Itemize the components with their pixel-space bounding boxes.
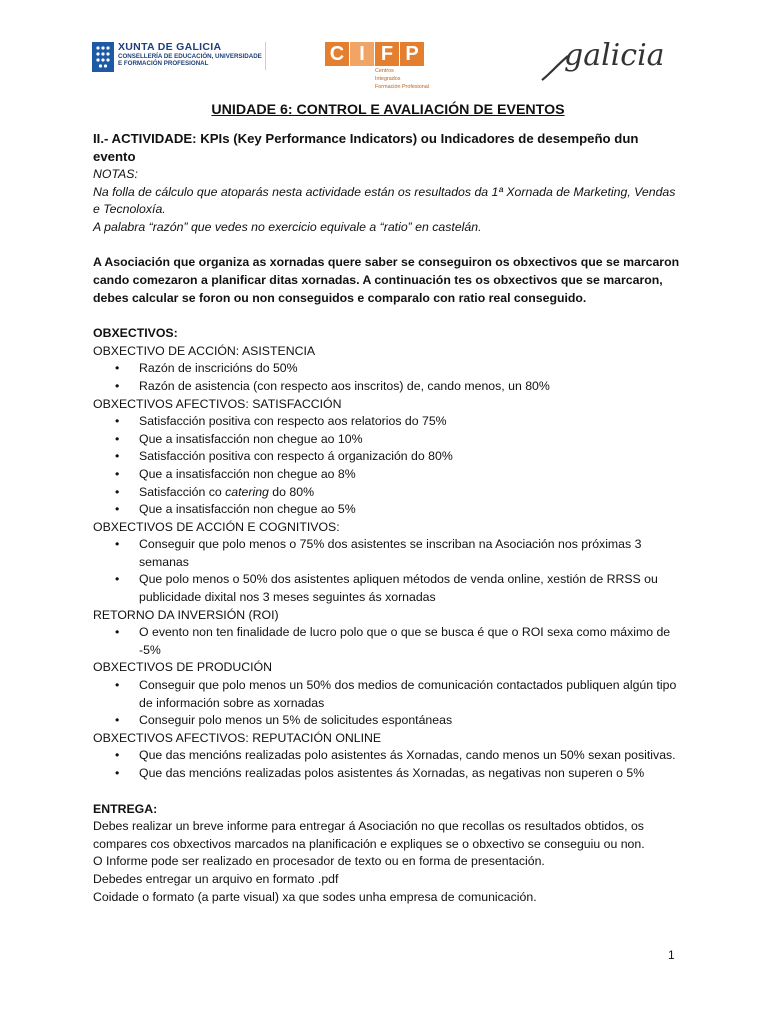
cifp-letter: I: [350, 42, 374, 66]
list-item: [115, 431, 683, 449]
cifp-letter: P: [400, 42, 424, 66]
notes-line: Na folla de cálculo que atoparás nesta actividade están os resultados da 1ª Xornada de Marketing, Vendas e Tecnoloxía.: [93, 184, 676, 217]
objectives-label: OBXECTIVOS:: [93, 326, 178, 341]
cifp-subtitle-1: Centros: [375, 68, 394, 74]
list-item: [115, 765, 683, 783]
objective-category: OBXECTIVOS DE PRODUCIÓN: [93, 660, 273, 675]
bullet-icon: •: [115, 502, 120, 517]
bullet-icon: •: [115, 466, 120, 481]
objective-text: Conseguir que polo menos o 75% dos asistentes se inscriban na Asociación nos próximas 3 semanas: [139, 537, 642, 569]
cifp-subtitle-3: Formación Profesional: [375, 84, 429, 91]
objective-text: Conseguir polo menos un 5% de solicitudes espontáneas: [139, 713, 453, 728]
delivery-label: ENTREGA:: [93, 801, 158, 816]
xunta-subtitle-1: CONSELLERÍA DE EDUCACIÓN, UNIVERSIDADE: [118, 53, 262, 60]
objective-list: [93, 360, 683, 395]
list-item: [115, 677, 683, 712]
list-item: [115, 571, 683, 606]
cifp-logo: [325, 42, 445, 91]
delivery-line: O Informe pode ser realizado en procesador de texto ou en forma de presentación.: [93, 854, 545, 869]
bullet-icon: •: [115, 748, 120, 763]
objective-text: Que a insatisfacción non chegue ao 8%: [139, 466, 356, 481]
objective-text: Conseguir que polo menos un 50% dos medios de comunicación contactados publiquen algún tipo de información sobre as xornadas: [139, 678, 677, 710]
xunta-logo: [92, 42, 267, 72]
list-item: [115, 484, 683, 502]
document-body: [93, 100, 683, 906]
xunta-name: XUNTA DE GALICIA: [118, 41, 222, 53]
delivery-line: Debes realizar un breve informe para entregar á Asociación no que recollas os resultados obtidos, os compares cos obxectivos marcados na planificación e expliques se o obxectivo se conseguiu ou non.: [93, 819, 645, 851]
bullet-icon: •: [115, 484, 120, 499]
emphasis-text: catering: [225, 484, 269, 499]
objective-text: O evento non ten finalidade de lucro polo que o que se busca é que o ROI sexa como máximo de -5%: [139, 625, 671, 657]
delivery-line: Coidade o formato (a parte visual) xa que sodes unha empresa de comunicación.: [93, 889, 537, 904]
list-item: [115, 378, 683, 396]
page-number: 1: [668, 948, 675, 962]
cifp-subtitle-2: Integrados: [375, 76, 401, 83]
bullet-icon: •: [115, 572, 120, 587]
objective-text: Que das mencións realizadas polo asistentes ás Xornadas, cando menos un 50% sexan positivas.: [139, 748, 676, 763]
objective-category: OBXECTIVOS AFECTIVOS: SATISFACCIÓN: [93, 396, 342, 411]
objective-list: [93, 747, 683, 782]
notes-line: A palabra “razón” que vedes no exercicio equivale a “ratio” en castelán.: [93, 219, 482, 234]
bullet-icon: •: [115, 678, 120, 693]
objective-text: Que das mencións realizadas polos asistentes ás Xornadas, as negativas non superen o 5%: [139, 766, 645, 780]
objective-list: [93, 413, 683, 519]
objective-text: Razón de asistencia (con respecto aos inscritos) de, cando menos, un 80%: [139, 378, 550, 393]
list-item: [115, 712, 683, 730]
activity-heading: II.- ACTIVIDADE: KPIs (Key Performance Indicators) ou Indicadores de desempeño dun evento: [93, 131, 639, 164]
intro-paragraph: A Asociación que organiza as xornadas quere saber se conseguiron os obxectivos que se marcaron cando comezaron a planificar ditas xornadas. A continuación tes os obxectivos que se marcaron, debes calcular se foron ou non conseguidos e comparalo con ratio real conseguido.: [93, 255, 680, 305]
objective-text: Que polo menos o 50% dos asistentes apliquen métodos de venda online, xestión de RRSS ou publicidade dixital nos 3 meses seguintes ás xornadas: [139, 572, 658, 605]
list-item: [115, 466, 683, 484]
cifp-letter: F: [375, 42, 399, 66]
list-item: [115, 360, 683, 378]
objective-text: Razón de inscricións do 50%: [139, 361, 298, 376]
objective-category: OBXECTIVO DE ACCIÓN: ASISTENCIA: [93, 343, 316, 358]
objective-category: OBXECTIVOS AFECTIVOS: REPUTACIÓN ONLINE: [93, 730, 382, 745]
list-item: [115, 624, 683, 659]
bullet-icon: •: [115, 431, 120, 446]
bullet-icon: •: [115, 713, 120, 728]
document-title: UNIDADE 6: CONTROL E AVALIACIÓN DE EVENTOS: [211, 102, 565, 118]
galicia-logo: [538, 38, 678, 88]
galicia-wordmark: galicia: [564, 38, 665, 73]
delivery-line: Debedes entregar un arquivo en formato .pdf: [93, 871, 339, 886]
objective-list: [93, 624, 683, 659]
objective-list: [93, 677, 683, 730]
objective-category: OBXECTIVOS DE ACCIÓN E COGNITIVOS:: [93, 519, 340, 534]
cifp-letter: C: [325, 42, 349, 66]
notes-label: NOTAS:: [93, 167, 138, 181]
delivery-block: [93, 818, 683, 906]
bullet-icon: •: [115, 625, 120, 640]
objective-text: Satisfacción positiva con respecto á organización do 80%: [139, 449, 453, 464]
notes-block: [93, 166, 683, 236]
bullet-icon: •: [115, 378, 120, 393]
list-item: [115, 413, 683, 431]
bullet-icon: •: [115, 449, 120, 464]
xunta-subtitle-2: E FORMACIÓN PROFESIONAL: [118, 60, 209, 67]
objective-list: [93, 536, 683, 606]
bullet-icon: •: [115, 766, 120, 780]
logo-divider: [265, 42, 266, 70]
bullet-icon: •: [115, 361, 120, 376]
objective-text: Satisfacción co catering do 80%: [139, 484, 314, 499]
list-item: [115, 448, 683, 466]
bullet-icon: •: [115, 414, 120, 429]
objective-category: RETORNO DA INVERSIÓN (ROI): [93, 607, 279, 622]
xunta-shield-icon: [92, 42, 114, 72]
objective-text: Que a insatisfacción non chegue ao 10%: [139, 431, 363, 446]
list-item: [115, 747, 683, 765]
list-item: [115, 501, 683, 519]
bullet-icon: •: [115, 537, 120, 552]
objective-text: Satisfacción positiva con respecto aos relatorios do 75%: [139, 414, 447, 429]
list-item: [115, 536, 683, 571]
objective-text: Que a insatisfacción non chegue ao 5%: [139, 502, 356, 517]
